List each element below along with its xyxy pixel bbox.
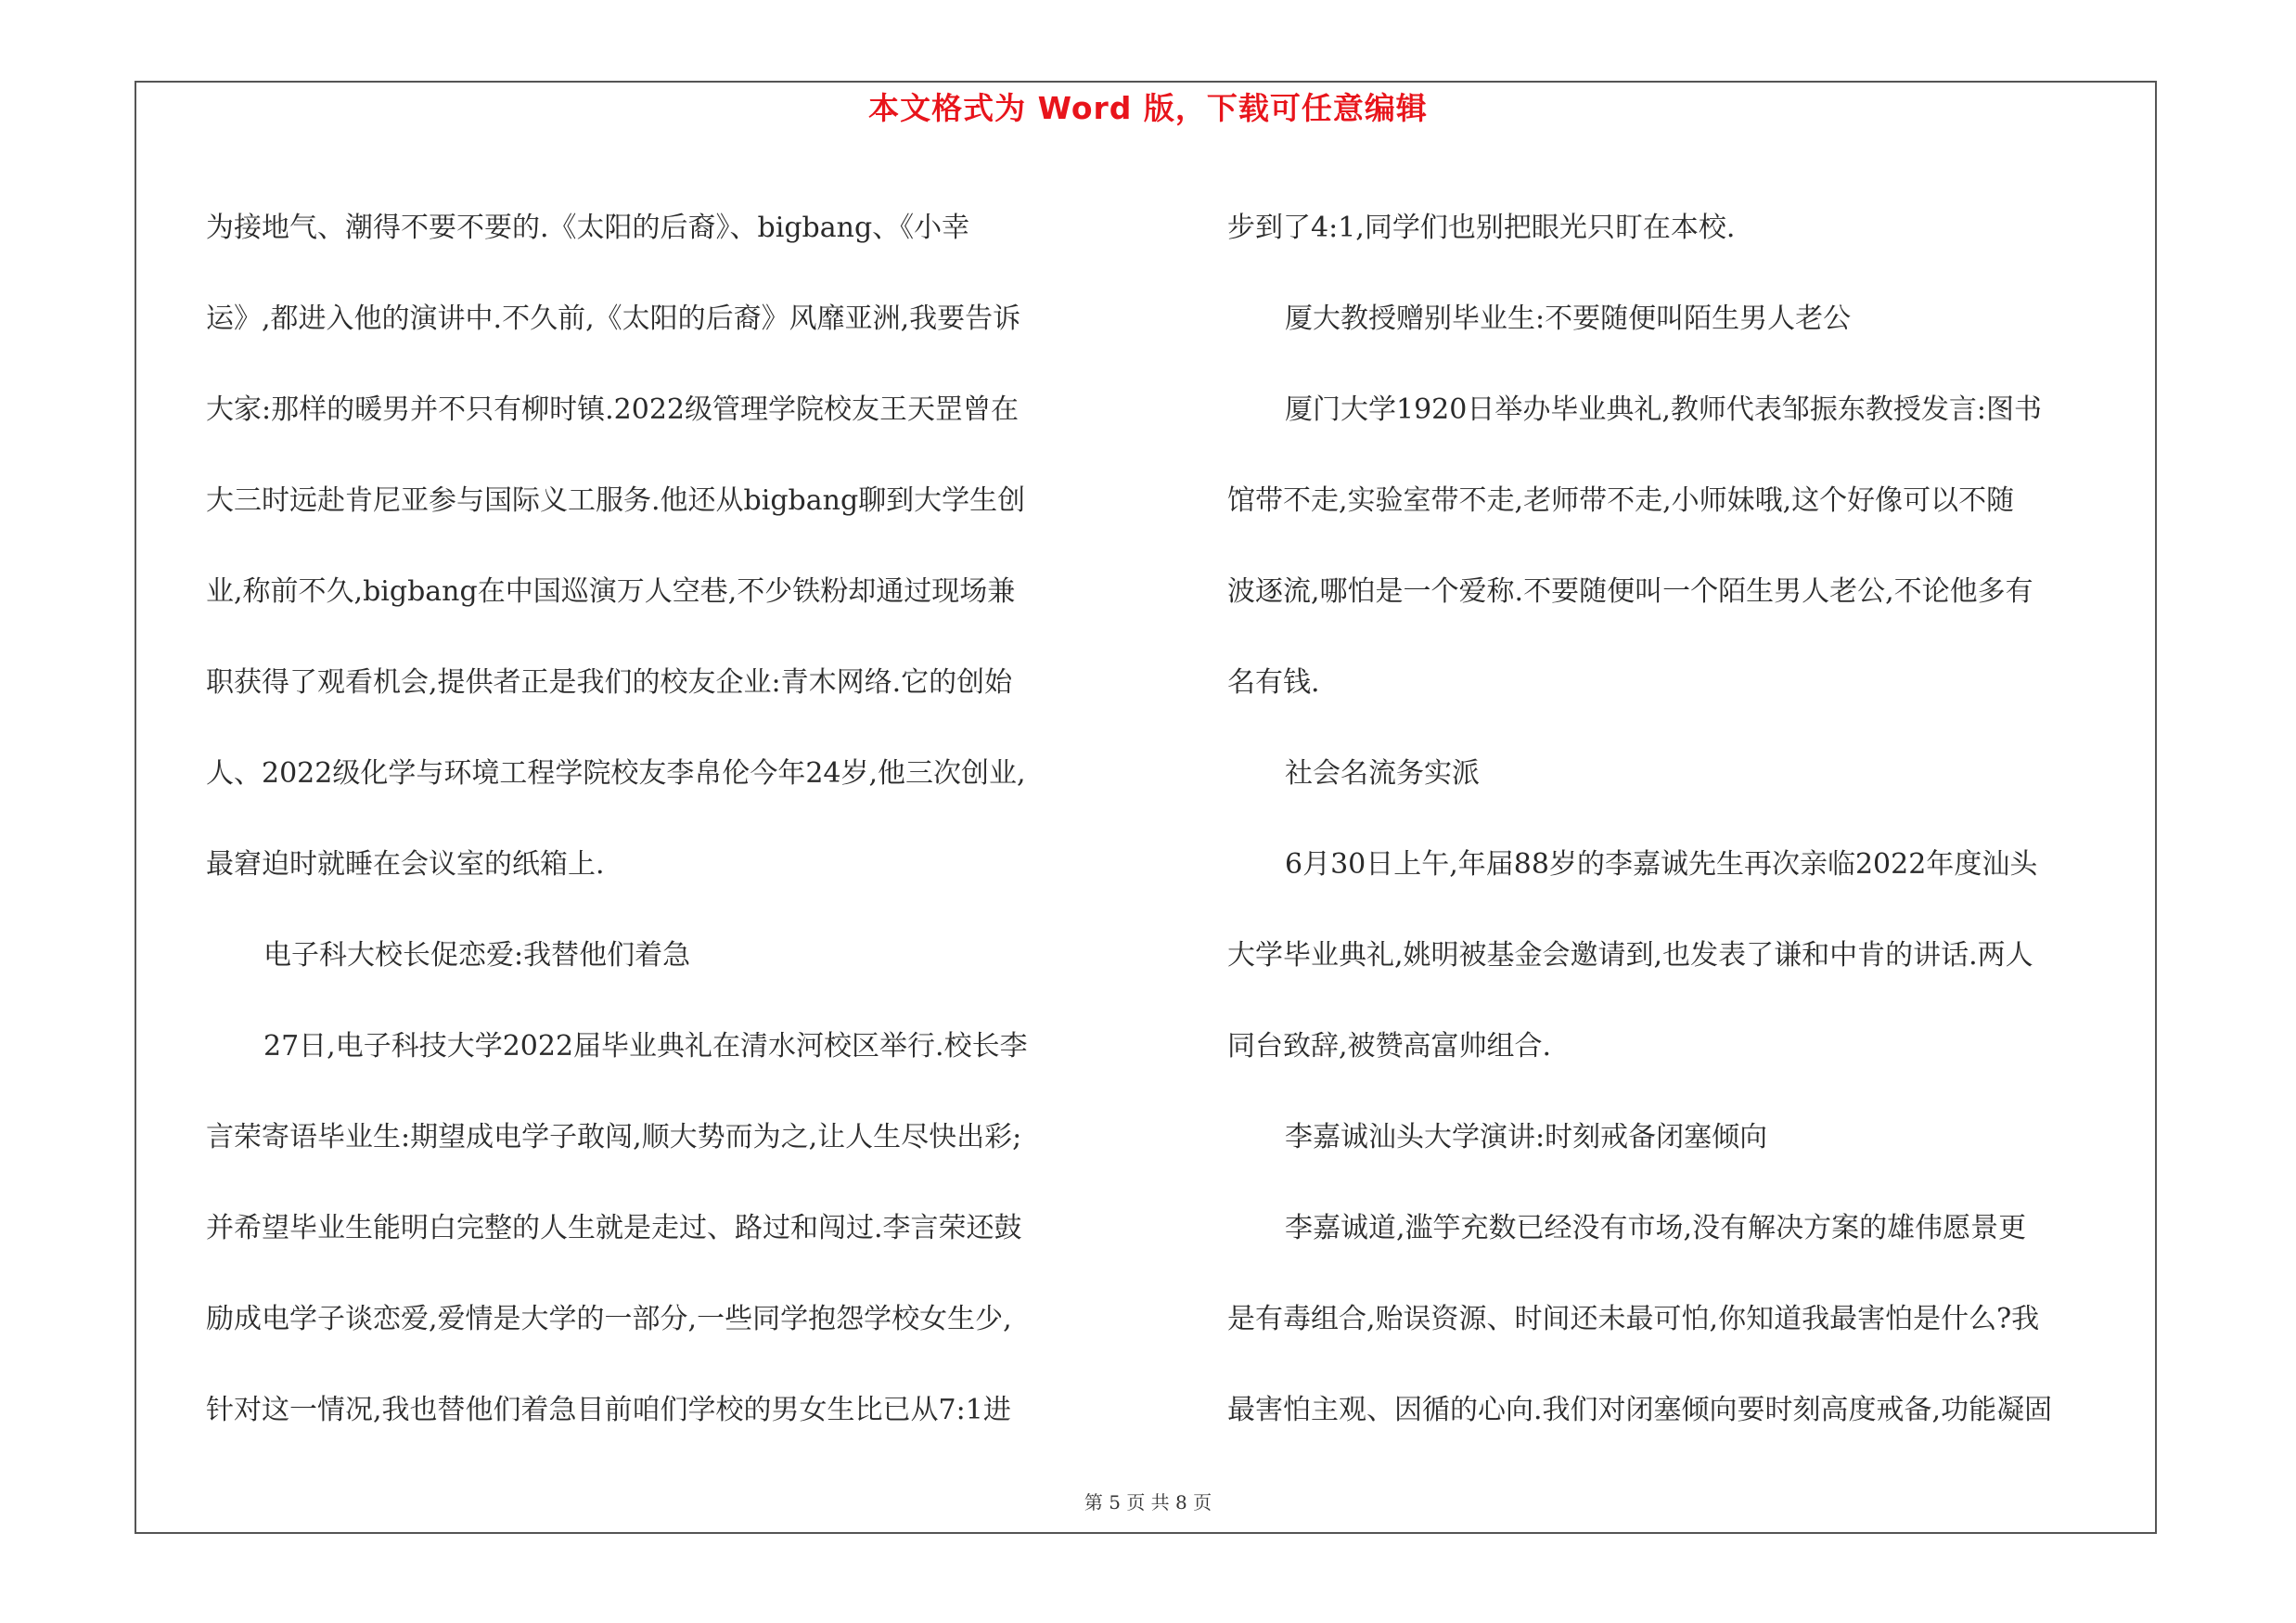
text-line: 大家:那样的暖男并不只有柳时镇.2022级管理学院校友王天罡曾在	[206, 393, 1019, 426]
text-line: 波逐流,哪怕是一个爱称.不要随便叫一个陌生男人老公,不论他多有	[1227, 575, 2033, 608]
text-line: 电子科大校长促恋爱:我替他们着急	[263, 939, 691, 972]
format-banner: 本文格式为 Word 版，下载可任意编辑	[868, 90, 1428, 126]
text-line: 同台致辞,被赞高富帅组合.	[1227, 1030, 1552, 1063]
text-line: 6月30日上午,年届88岁的李嘉诚先生再次亲临2022年度汕头	[1285, 848, 2038, 881]
text-line: 大三时远赴肯尼亚参与国际义工服务.他还从bigbang聊到大学生创	[206, 484, 1026, 517]
right-text-column	[1227, 183, 2150, 1456]
page-number-footer: 第 5 页 共 8 页	[1084, 1491, 1212, 1514]
text-line: 27日,电子科技大学2022届毕业典礼在清水河校区举行.校长李	[263, 1030, 1028, 1063]
text-line: 名有钱.	[1227, 666, 1320, 699]
text-line: 人、2022级化学与环境工程学院校友李帛伦今年24岁,他三次创业,	[206, 757, 1026, 790]
text-line: 并希望毕业生能明白完整的人生就是走过、路过和闯过.李言荣还鼓	[206, 1212, 1022, 1244]
left-text-column	[206, 183, 1134, 1456]
text-line: 为接地气、潮得不要不要的.《太阳的后裔》、bigbang、《小幸	[206, 212, 970, 244]
text-line: 最窘迫时就睡在会议室的纸箱上.	[206, 848, 605, 881]
text-line: 业,称前不久,bigbang在中国巡演万人空巷,不少铁粉却通过现场兼	[206, 575, 1016, 608]
text-line: 言荣寄语毕业生:期望成电学子敢闯,顺大势而为之,让人生尽快出彩;	[206, 1121, 1022, 1153]
text-line: 是有毒组合,贻误资源、时间还未最可怕,你知道我最害怕是什么?我	[1227, 1303, 2040, 1335]
text-line: 励成电学子谈恋爱,爱情是大学的一部分,一些同学抱怨学校女生少,	[206, 1303, 1012, 1335]
text-line: 馆带不走,实验室带不走,老师带不走,小师妹哦,这个好像可以不随	[1227, 484, 2015, 517]
text-line: 厦大教授赠别毕业生:不要随便叫陌生男人老公	[1285, 303, 1852, 335]
text-line: 社会名流务实派	[1285, 757, 1480, 790]
text-line: 最害怕主观、因循的心向.我们对闭塞倾向要时刻高度戒备,功能凝固	[1227, 1394, 2053, 1426]
text-line: 针对这一情况,我也替他们着急目前咱们学校的男女生比已从7:1进	[206, 1394, 1011, 1426]
text-line: 步到了4:1,同学们也别把眼光只盯在本校.	[1227, 212, 1736, 244]
text-line: 李嘉诚汕头大学演讲:时刻戒备闭塞倾向	[1285, 1121, 1768, 1153]
text-line: 李嘉诚道,滥竽充数已经没有市场,没有解决方案的雄伟愿景更	[1285, 1212, 2027, 1244]
text-line: 职获得了观看机会,提供者正是我们的校友企业:青木网络.它的创始	[206, 666, 1013, 699]
text-line: 运》,都进入他的演讲中.不久前,《太阳的后裔》风靡亚洲,我要告诉	[206, 303, 1021, 335]
text-line: 厦门大学1920日举办毕业典礼,教师代表邹振东教授发言:图书	[1285, 393, 2042, 426]
text-line: 大学毕业典礼,姚明被基金会邀请到,也发表了谦和中肯的讲话.两人	[1227, 939, 2033, 972]
